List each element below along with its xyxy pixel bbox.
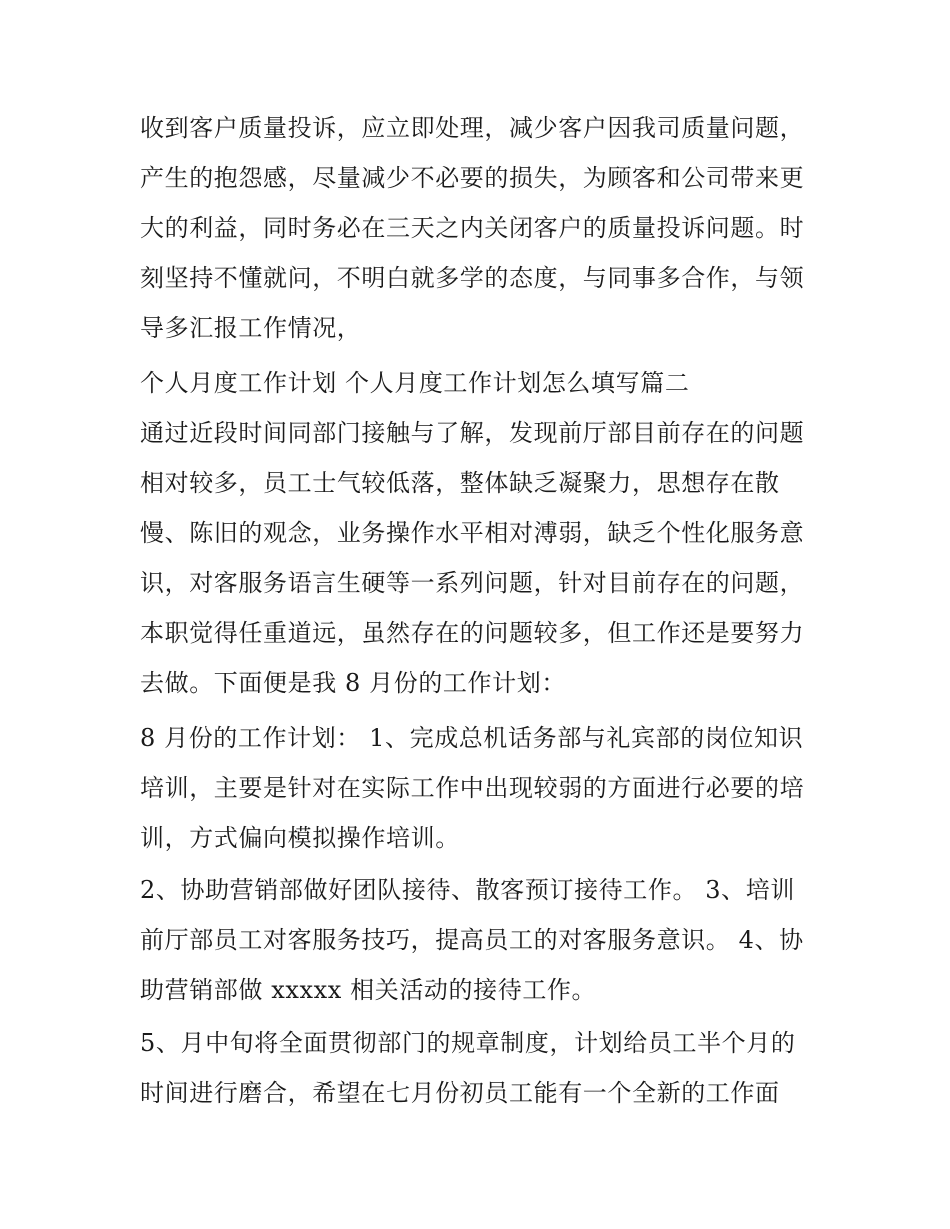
text-line: 通过近段时间同部门接触与了解，发现前厅部目前存在的问题 <box>140 419 805 447</box>
text-line: 刻坚持不懂就问，不明白就多学的态度，与同事多合作，与领 <box>140 264 805 292</box>
text-line: 2、协助营销部做好团队接待、散客预订接待工作。 3、培训 <box>140 876 795 904</box>
text-line: 慢、陈旧的观念，业务操作水平相对溥弱，缺乏个性化服务意 <box>140 519 805 547</box>
text-line: 大的利益，同时务必在三天之内关闭客户的质量投诉问题。时 <box>140 214 805 242</box>
text-line: 收到客户质量投诉，应立即处理，减少客户因我司质量问题， <box>140 114 805 142</box>
text-line: 助营销部做 xxxxx 相关活动的接待工作。 <box>140 976 597 1004</box>
text-line: 相对较多，员工士气较低落，整体缺乏凝聚力，思想存在散 <box>140 469 780 497</box>
text-line: 5、月中旬将全面贯彻部门的规章制度，计划给员工半个月的 <box>140 1029 796 1057</box>
text-line: 去做。下面便是我 8 月份的工作计划： <box>140 669 566 697</box>
text-line: 时间进行磨合，希望在七月份初员工能有一个全新的工作面 <box>140 1079 780 1107</box>
text-line: 8 月份的工作计划： 1、完成总机话务部与礼宾部的岗位知识 <box>140 724 804 752</box>
section-heading: 个人月度工作计划 个人月度工作计划怎么填写篇二 <box>140 369 690 397</box>
text-line: 培训，主要是针对在实际工作中出现较弱的方面进行必要的培 <box>140 774 805 802</box>
text-line: 前厅部员工对客服务技巧，提高员工的对客服务意识。 4、协 <box>140 926 804 954</box>
text-line: 训，方式偏向模拟操作培训。 <box>140 824 460 852</box>
text-line: 识，对客服务语言生硬等一系列问题，针对目前存在的问题， <box>140 569 805 597</box>
text-line: 导多汇报工作情况， <box>140 314 362 342</box>
text-line: 产生的抱怨感，尽量减少不必要的损失，为顾客和公司带来更 <box>140 164 805 192</box>
text-line: 本职觉得任重道远，虽然存在的问题较多，但工作还是要努力 <box>140 619 805 647</box>
